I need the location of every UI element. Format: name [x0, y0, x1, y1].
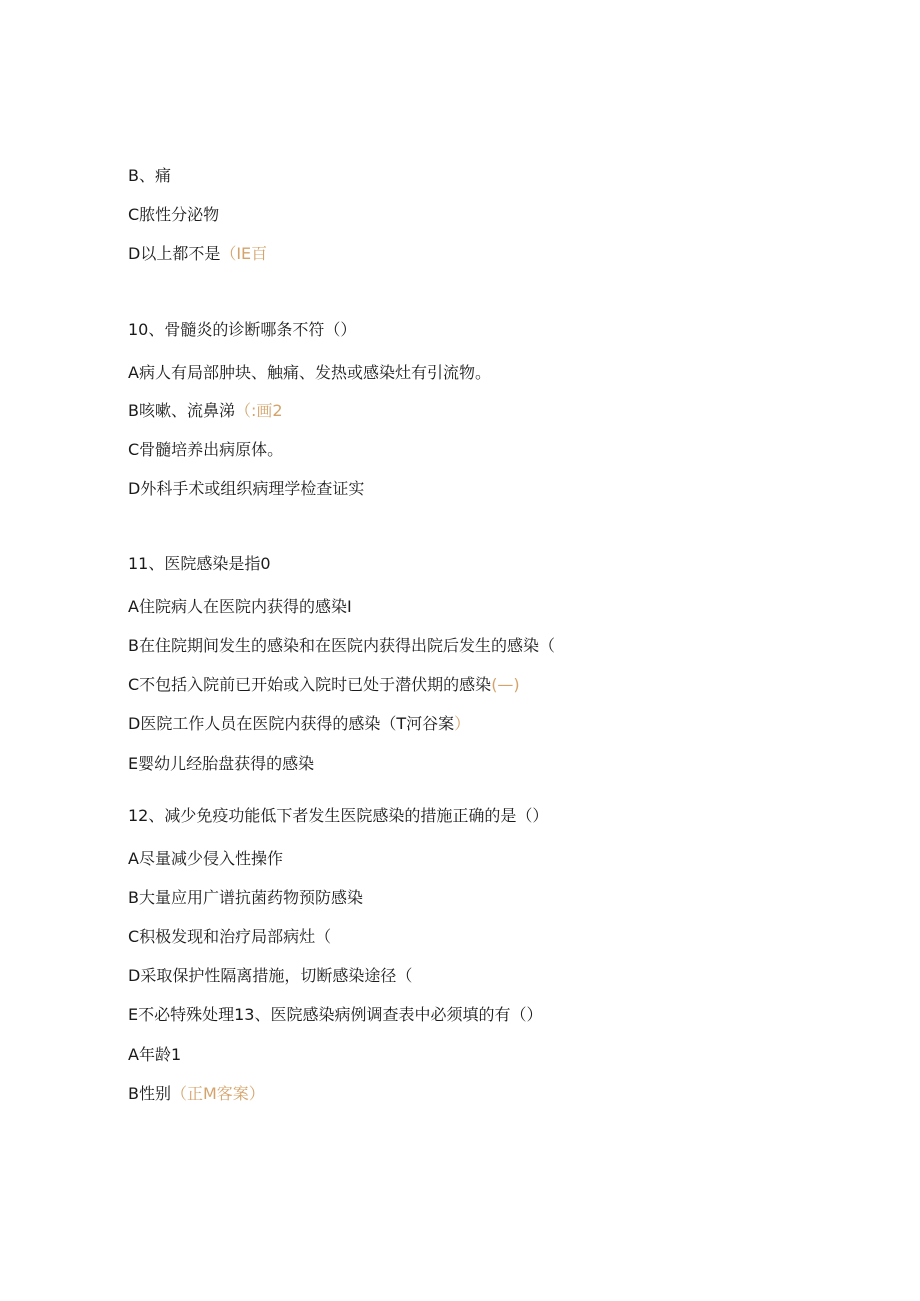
option-d-q11: D医院工作人员在医院内获得的感染（T河谷案） [128, 714, 471, 733]
option-a-q12: A尽量减少侵入性操作 [128, 849, 283, 868]
option-a-q10: A病人有局部肿块、触痛、发热或感染灶有引流物。 [128, 363, 491, 382]
option-a-q11: A住院病人在医院内获得的感染I [128, 597, 352, 616]
option-e-q12-question-13: E不必特殊处理13、医院感染病例调查表中必须填的有（） [128, 1005, 543, 1024]
option-c-q12: C积极发现和治疗局部病灶（ [128, 927, 332, 946]
option-b-q9: B、痛 [128, 166, 171, 185]
question-11: 11、医院感染是指0 [128, 554, 271, 573]
option-c-q9: C脓性分泌物 [128, 205, 220, 224]
option-d-q9: D以上都不是（IE百 [128, 244, 268, 263]
option-c-q11: C不包括入院前已开始或入院时已处于潜伏期的感染(—) [128, 675, 520, 694]
question-12: 12、减少免疫功能低下者发生医院感染的措施正确的是（） [128, 806, 549, 825]
option-b-q11: B在住院期间发生的感染和在医院内获得出院后发生的感染（ [128, 636, 555, 655]
option-c-q10: C骨髓培养出病原体。 [128, 440, 284, 459]
option-b-q12: B大量应用广谱抗菌药物预防感染 [128, 888, 363, 907]
option-b-q13: B性别（正M客案） [128, 1084, 265, 1103]
option-b-q10: B咳嗽、流鼻涕（:画2 [128, 401, 283, 420]
option-d-q10: D外科手术或组织病理学检查证实 [128, 479, 365, 498]
option-a-q13: A年龄1 [128, 1045, 182, 1064]
option-e-q11: E婴幼儿经胎盘获得的感染 [128, 754, 315, 773]
option-d-q12: D采取保护性隔离措施，切断感染途径（ [128, 966, 413, 985]
question-10: 10、骨髓炎的诊断哪条不符（） [128, 320, 357, 339]
